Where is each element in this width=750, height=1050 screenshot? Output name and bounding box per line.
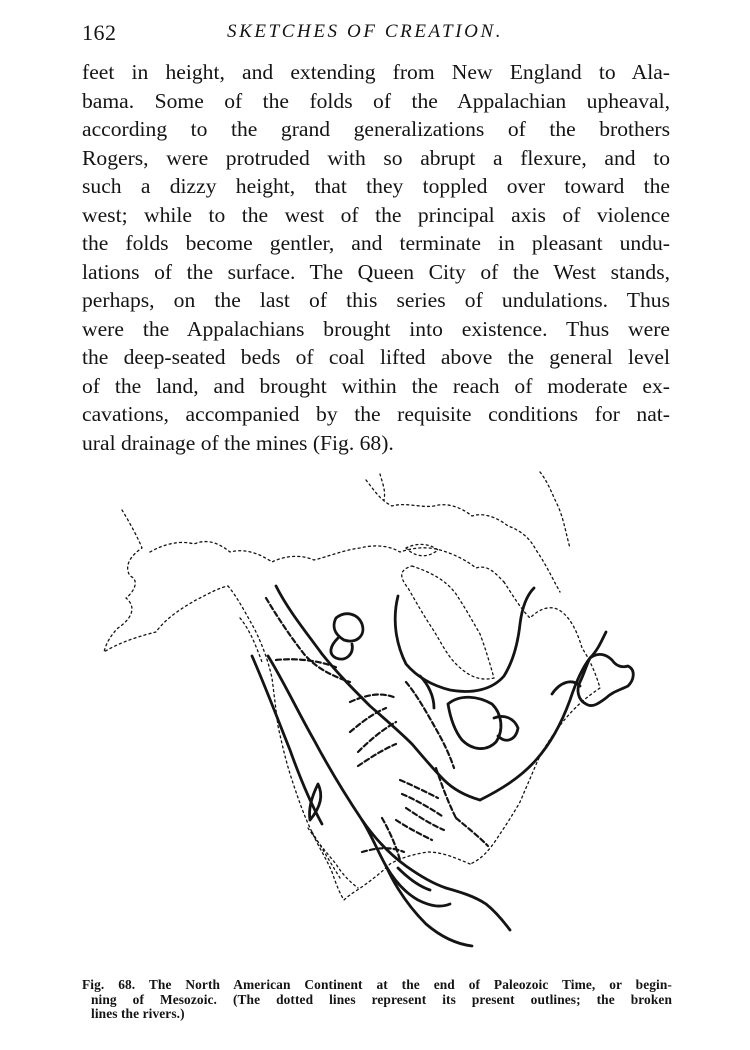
text-line: of the land, and brought within the reach of moderate ex- — [82, 373, 670, 398]
caption-line: Fig. 68. The North American Continent at the end of Paleozoic Time, or begin- — [82, 977, 672, 992]
figure-68-map — [100, 468, 660, 968]
text-line: Rogers, were protruded with so abrupt a flexure, and to — [82, 145, 670, 170]
running-title: SKETCHES OF CREATION. — [227, 21, 504, 42]
paleozoic-outline-solid — [252, 586, 633, 946]
text-line: the folds become gentler, and terminate in pleasant undu- — [82, 231, 670, 255]
text-line: ural drainage of the mines (Fig. 68). — [82, 430, 394, 455]
text-line: according to the grand generalizations of the brothers — [82, 117, 670, 141]
text-line: were the Appalachians brought into existence. Thus were — [82, 316, 670, 341]
text-line: perhaps, on the last of this series of undulations. Thus — [82, 288, 670, 312]
text-line: cavations, accompanied by the requisite conditions for nat- — [82, 402, 670, 426]
running-head — [82, 20, 670, 46]
text-line: such a dizzy height, that they toppled over toward the — [82, 174, 670, 198]
text-line: the deep-seated beds of coal lifted above the general level — [82, 345, 670, 369]
caption-line: lines the rivers.) — [91, 1006, 185, 1021]
caption-line: ning of Mesozoic. (The dotted lines represent its present outlines; the broken — [91, 991, 672, 1007]
body-paragraph — [82, 58, 670, 457]
text-line: bama. Some of the folds of the Appalachian upheaval, — [82, 88, 670, 113]
text-line: feet in height, and extending from New England to Ala- — [82, 60, 670, 84]
figure-caption — [82, 978, 672, 1022]
text-line: west; while to the west of the principal axis of violence — [82, 202, 670, 227]
text-line: lations of the surface. The Queen City of the West stands, — [82, 259, 670, 284]
page-number: 162 — [82, 20, 117, 45]
north-america-map — [100, 468, 660, 968]
